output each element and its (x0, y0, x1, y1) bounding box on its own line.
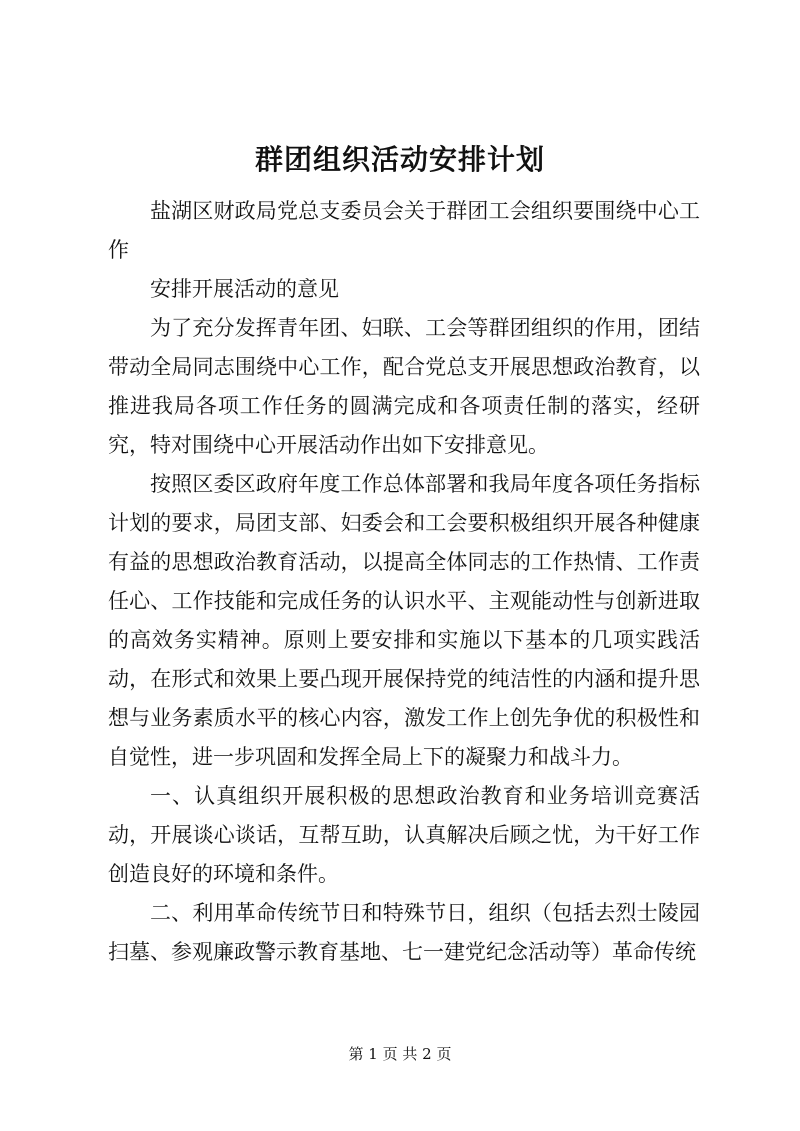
paragraph-subject: 安排开展活动的意见 (150, 277, 339, 301)
paragraph-item-one: 一、认真组织开展积极的思想政治教育和业务培训竞赛活动，开展谈心谈话，互帮互助，认真解决后顾之忧，为干好工作创造良好的环境和条件。 (108, 784, 700, 886)
paragraph-intro: 为了充分发挥青年团、妇联、工会等群团组织的作用，团结带动全局同志围绕中心工作，配合党总支开展思想政治教育，以推进我局各项工作任务的圆满完成和各项责任制的落实，经研究，特对围绕中心开展活动作出如下安排意见。 (108, 316, 700, 457)
page-number-footer: 第 1 页 共 2 页 (348, 1045, 452, 1063)
paragraph-item-two: 二、利用革命传统节日和特殊节日，组织（包括去烈士陵园扫墓、参观廉政警示教育基地、七一建党纪念活动等）革命传统 (108, 901, 700, 964)
paragraph-requirements: 按照区委区政府年度工作总体部署和我局年度各项任务指标计划的要求，局团支部、妇委会和工会要积极组织开展各种健康有益的思想政治教育活动，以提高全体同志的工作热情、工作责任心、工作技能和完成任务的认识水平、主观能动性与创新进取的高效务实精神。原则上要安排和实施以下基本的几项实践活动，在形式和效果上要凸现开展保持党的纯洁性的内涵和提升思想与业务素质水平的核心内容，激发工作上创先争优的积极性和自觉性，进一步巩固和发挥全局上下的凝聚力和战斗力。 (108, 472, 700, 769)
document-body (108, 192, 700, 972)
document-title: 群团组织活动安排计划 (254, 143, 545, 176)
paragraph-addressee: 盐湖区财政局党总支委员会关于群团工会组织要围绕中心工作 (108, 199, 700, 262)
